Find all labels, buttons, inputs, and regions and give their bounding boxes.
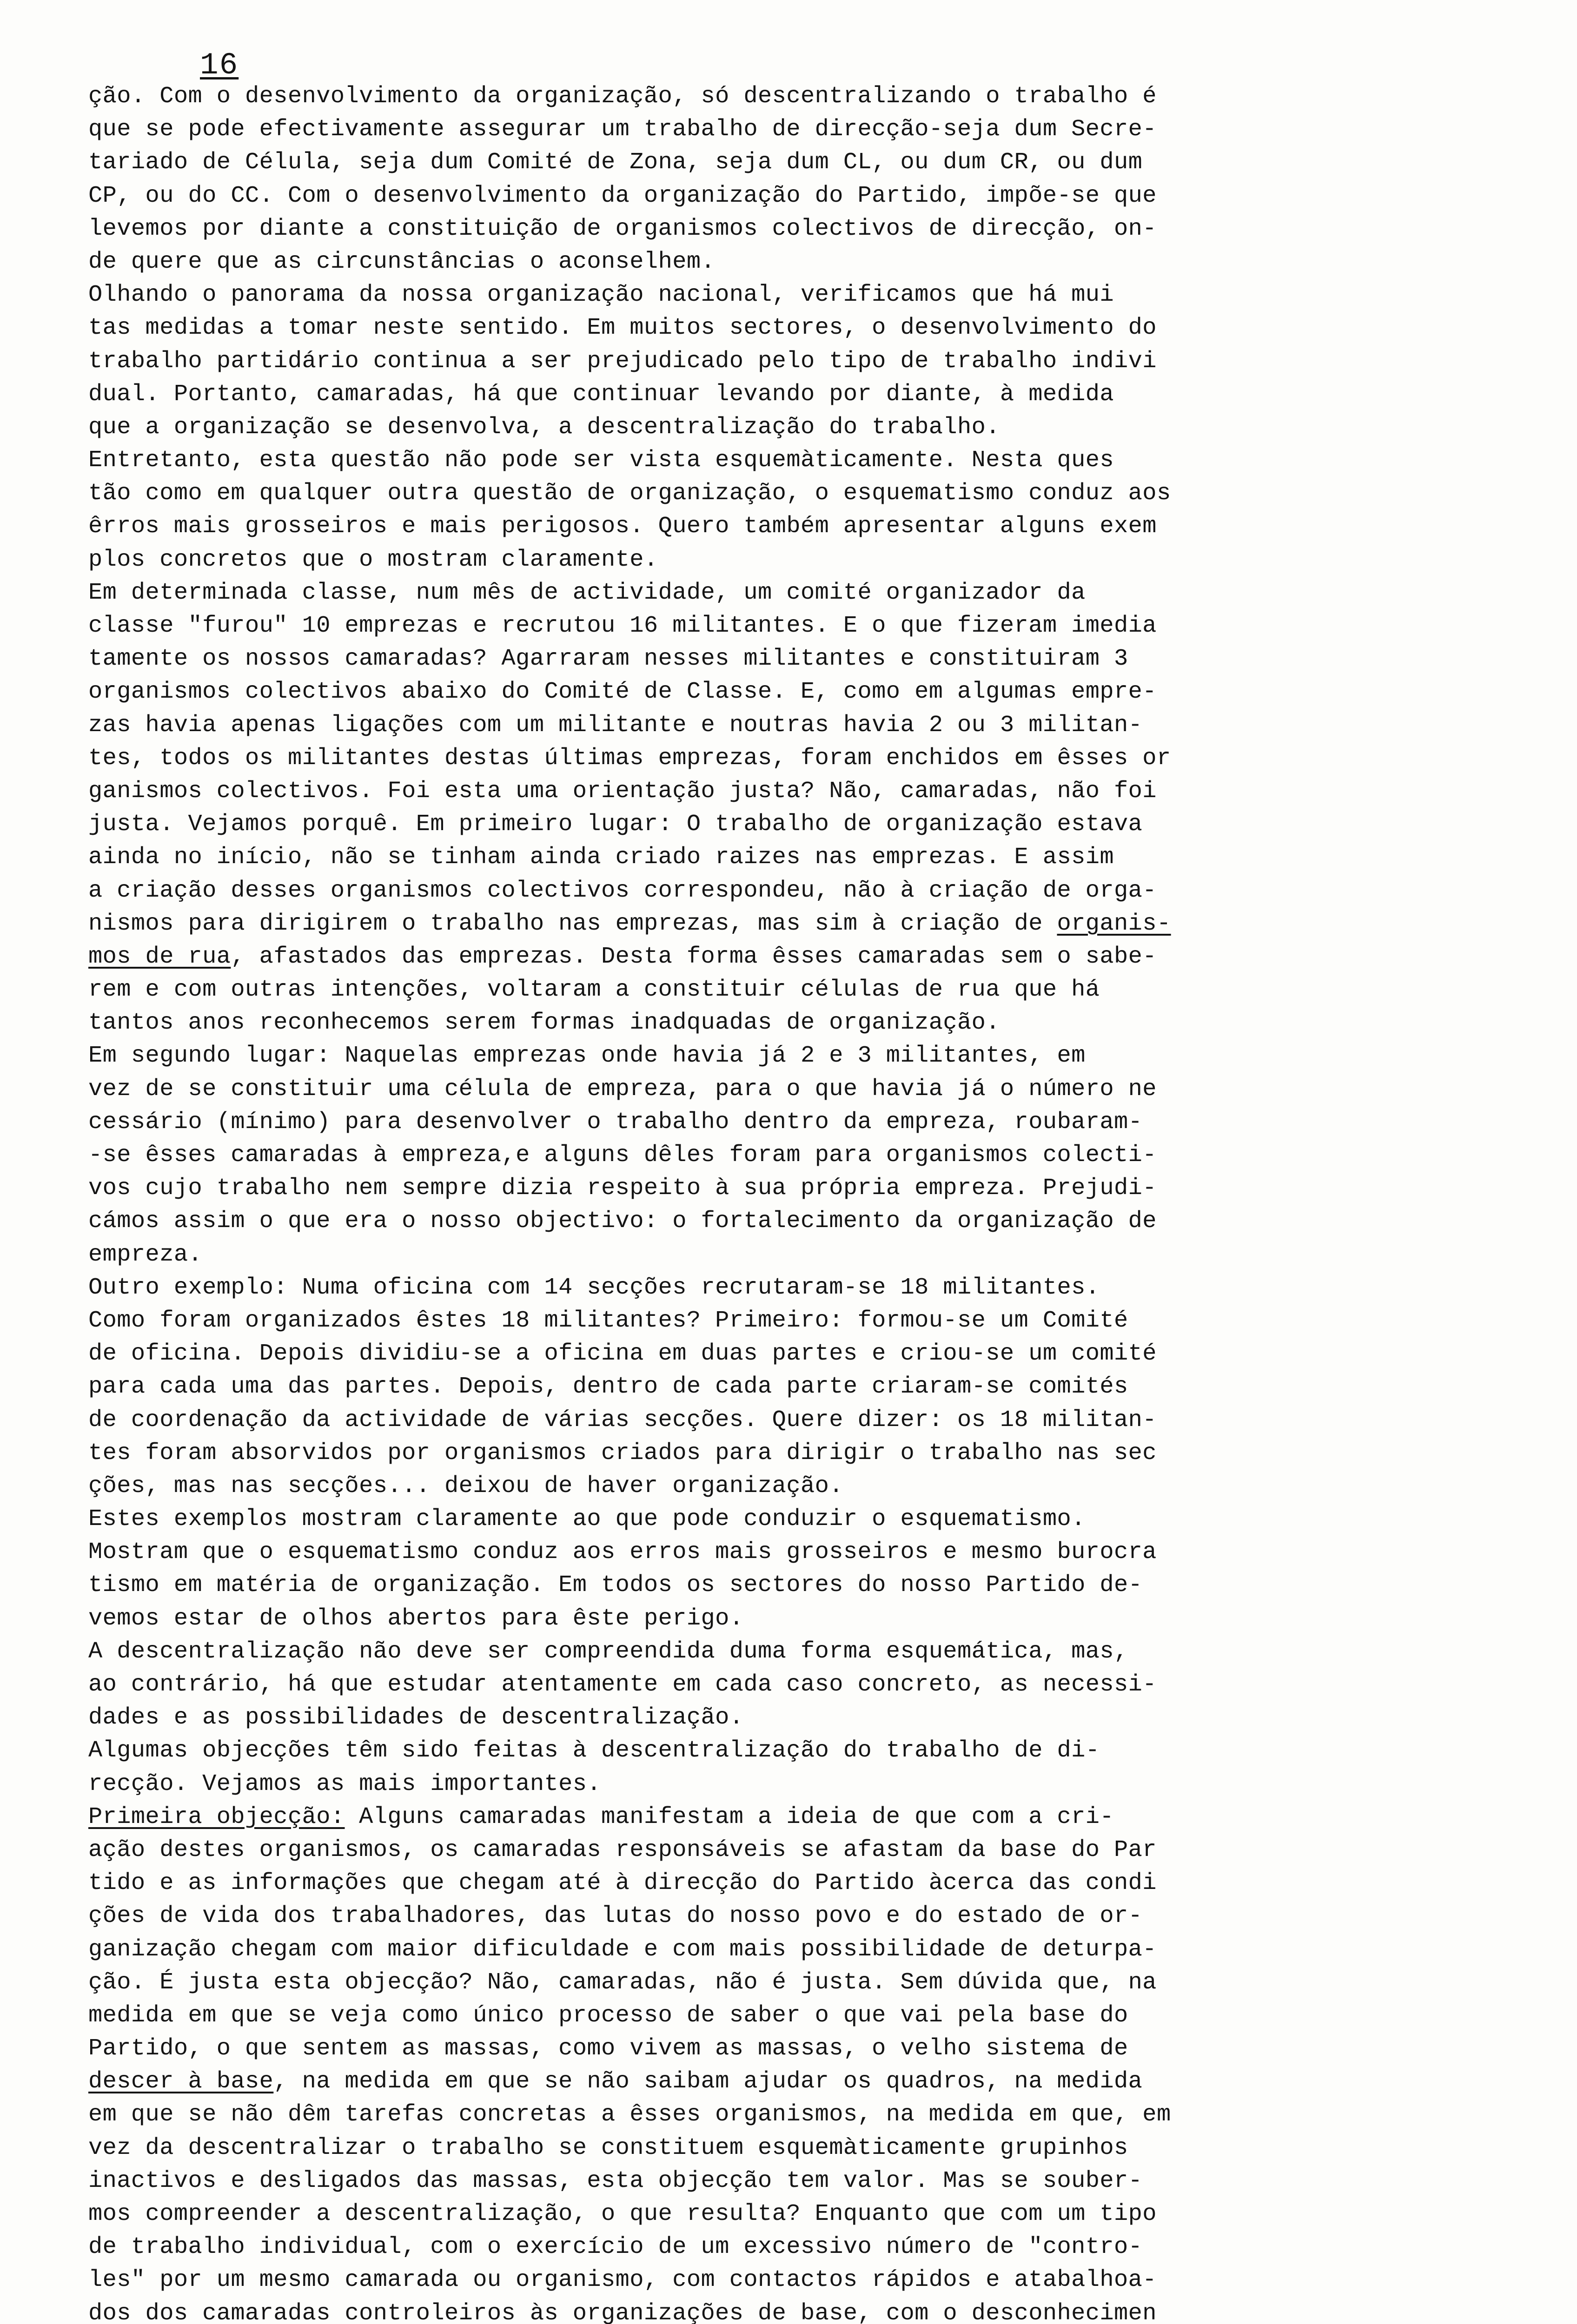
text-line: les" por um mesmo camarada ou organismo, com contactos rápidos e atabalhoa-	[88, 2267, 1157, 2294]
text-line: tido e as informações que chegam até à direcção do Partido àcerca das condi	[88, 1870, 1157, 1897]
text-line: tes foram absorvidos por organismos criados para dirigir o trabalho nas sec	[88, 1439, 1157, 1466]
text-line: ganismos colectivos. Foi esta uma orientação justa? Não, camaradas, não foi	[88, 778, 1157, 805]
text-line: cessário (mínimo) para desenvolver o trabalho dentro da empreza, roubaram-	[88, 1109, 1143, 1136]
text-line: que a organização se desenvolva, a descentralização do trabalho.	[88, 414, 1000, 441]
text-line: tantos anos reconhecemos serem formas inadquadas de organização.	[88, 1010, 1000, 1037]
text-line: a criação desses organismos colectivos correspondeu, não à criação de orga-	[88, 877, 1157, 904]
text-line: dos dos camaradas controleiros às organizações de base, com o desconhecimen	[88, 2300, 1157, 2324]
text-line: tão como em qualquer outra questão de organização, o esquematismo conduz aos	[88, 480, 1171, 507]
text-line: ção. É justa esta objecção? Não, camaradas, não é justa. Sem dúvida que, na	[88, 1969, 1157, 1996]
text-line: organismos colectivos abaixo do Comité de Classe. E, como em algumas empre-	[88, 679, 1157, 706]
text-line: levemos por diante a constituição de organismos colectivos de direcção, on-	[88, 215, 1157, 242]
text-line: -se êsses camaradas à empreza,e alguns dêles foram para organismos colecti-	[88, 1142, 1157, 1169]
text-line: ganização chegam com maior dificuldade e com mais possibilidade de deturpa-	[88, 1936, 1157, 1963]
text-line: mos de rua, afastados das emprezas. Desta forma êsses camaradas sem o sabe-	[88, 943, 1157, 970]
text-line: cámos assim o que era o nosso objectivo: o fortalecimento da organização de	[88, 1208, 1157, 1235]
text-line: Mostram que o esquematismo conduz aos erros mais grosseiros e mesmo burocra	[88, 1539, 1157, 1566]
text-line: ções de vida dos trabalhadores, das lutas do nosso povo e do estado de or-	[88, 1903, 1143, 1930]
text-line: Como foram organizados êstes 18 militantes? Primeiro: formou-se um Comité	[88, 1307, 1128, 1334]
text-line: descer à base, na medida em que se não saibam ajudar os quadros, na medida	[88, 2068, 1143, 2095]
text-line: ções, mas nas secções... deixou de haver organização.	[88, 1472, 843, 1499]
text-line: zas havia apenas ligações com um militante e noutras havia 2 ou 3 militan-	[88, 712, 1143, 739]
text-line: de oficina. Depois dividiu-se a oficina em duas partes e criou-se um comité	[88, 1340, 1157, 1367]
text-line: de coordenação da actividade de várias secções. Quere dizer: os 18 militan-	[88, 1406, 1157, 1433]
text-line: dual. Portanto, camaradas, há que continuar levando por diante, à medida	[88, 381, 1114, 408]
text-line: tariado de Célula, seja dum Comité de Zona, seja dum CL, ou dum CR, ou dum	[88, 149, 1143, 176]
text-line: em que se não dêm tarefas concretas a êsses organismos, na medida em que, em	[88, 2101, 1171, 2128]
text-line: Em determinada classe, num mês de actividade, um comité organizador da	[88, 579, 1086, 606]
text-line: recção. Vejamos as mais importantes.	[88, 1770, 602, 1797]
text-line: Olhando o panorama da nossa organização nacional, verificamos que há mui	[88, 282, 1114, 309]
text-line: dades e as possibilidades de descentralização.	[88, 1704, 744, 1731]
text-line: nismos para dirigirem o trabalho nas emprezas, mas sim à criação de organis-	[88, 910, 1171, 937]
text-line: medida em que se veja como único processo de saber o que vai pela base do	[88, 2002, 1128, 2029]
text-line: classe "furou" 10 emprezas e recrutou 16 militantes. E o que fizeram imedia	[88, 613, 1157, 639]
text-line: mos compreender a descentralização, o que resulta? Enquanto que com um tipo	[88, 2201, 1157, 2227]
body-text	[88, 80, 1492, 2324]
text-line: Estes exemplos mostram claramente ao que pode conduzir o esquematismo.	[88, 1506, 1086, 1533]
text-line: ao contrário, há que estudar atentamente em cada caso concreto, as necessi-	[88, 1671, 1157, 1698]
text-line: que se pode efectivamente assegurar um trabalho de direcção-seja dum Secre-	[88, 116, 1157, 143]
text-line: tas medidas a tomar neste sentido. Em muitos sectores, o desenvolvimento do	[88, 315, 1157, 342]
text-line: CP, ou do CC. Com o desenvolvimento da organização do Partido, impõe-se que	[88, 182, 1157, 209]
text-line: de trabalho individual, com o exercício de um excessivo número de "contro-	[88, 2234, 1143, 2261]
text-line: justa. Vejamos porquê. Em primeiro lugar: O trabalho de organização estava	[88, 811, 1143, 838]
text-line: tismo em matéria de organização. Em todos os sectores do nosso Partido de-	[88, 1572, 1143, 1599]
text-line: Partido, o que sentem as massas, como vivem as massas, o velho sistema de	[88, 2035, 1128, 2062]
text-line: vos cujo trabalho nem sempre dizia respeito à sua própria empreza. Prejudi-	[88, 1175, 1157, 1202]
text-line: ainda no início, não se tinham ainda criado raizes nas emprezas. E assim	[88, 844, 1114, 871]
text-line: tamente os nossos camaradas? Agarraram nesses militantes e constituiram 3	[88, 646, 1128, 673]
text-line: empreza.	[88, 1241, 203, 1268]
text-line: Primeira objecção: Alguns camaradas manifestam a ideia de que com a cri-	[88, 1803, 1114, 1830]
text-line: Entretanto, esta questão não pode ser vista esquemàticamente. Nesta ques	[88, 447, 1114, 474]
text-line: trabalho partidário continua a ser prejudicado pelo tipo de trabalho indivi	[88, 348, 1157, 375]
text-line: Algumas objecções têm sido feitas à descentralização do trabalho de di-	[88, 1737, 1100, 1764]
text-line: ção. Com o desenvolvimento da organização, só descentralizando o trabalho é	[88, 83, 1157, 110]
text-line: Outro exemplo: Numa oficina com 14 secções recrutaram-se 18 militantes.	[88, 1274, 1100, 1301]
text-line: êrros mais grosseiros e mais perigosos. Quero também apresentar alguns exem	[88, 513, 1157, 540]
text-line: tes, todos os militantes destas últimas emprezas, foram enchidos em êsses or	[88, 745, 1171, 772]
text-line: Em segundo lugar: Naquelas emprezas onde havia já 2 e 3 militantes, em	[88, 1043, 1086, 1070]
text-line: A descentralização não deve ser compreendida duma forma esquemática, mas,	[88, 1638, 1128, 1665]
text-line: ação destes organismos, os camaradas responsáveis se afastam da base do Par	[88, 1836, 1157, 1863]
page-number: 16	[200, 48, 239, 83]
text-line: inactivos e desligados das massas, esta objecção tem valor. Mas se souber-	[88, 2167, 1143, 2194]
text-line: para cada uma das partes. Depois, dentro de cada parte criaram-se comités	[88, 1373, 1128, 1400]
text-line: plos concretos que o mostram claramente.	[88, 546, 658, 573]
text-line: vez de se constituir uma célula de empreza, para o que havia já o número ne	[88, 1076, 1157, 1103]
text-line: vemos estar de olhos abertos para êste perigo.	[88, 1605, 744, 1632]
text-line: vez da descentralizar o trabalho se constituem esquemàticamente grupinhos	[88, 2134, 1128, 2161]
text-line: rem e com outras intenções, voltaram a constituir células de rua que há	[88, 977, 1100, 1004]
text-line: de quere que as circunstâncias o aconselhem.	[88, 248, 716, 275]
